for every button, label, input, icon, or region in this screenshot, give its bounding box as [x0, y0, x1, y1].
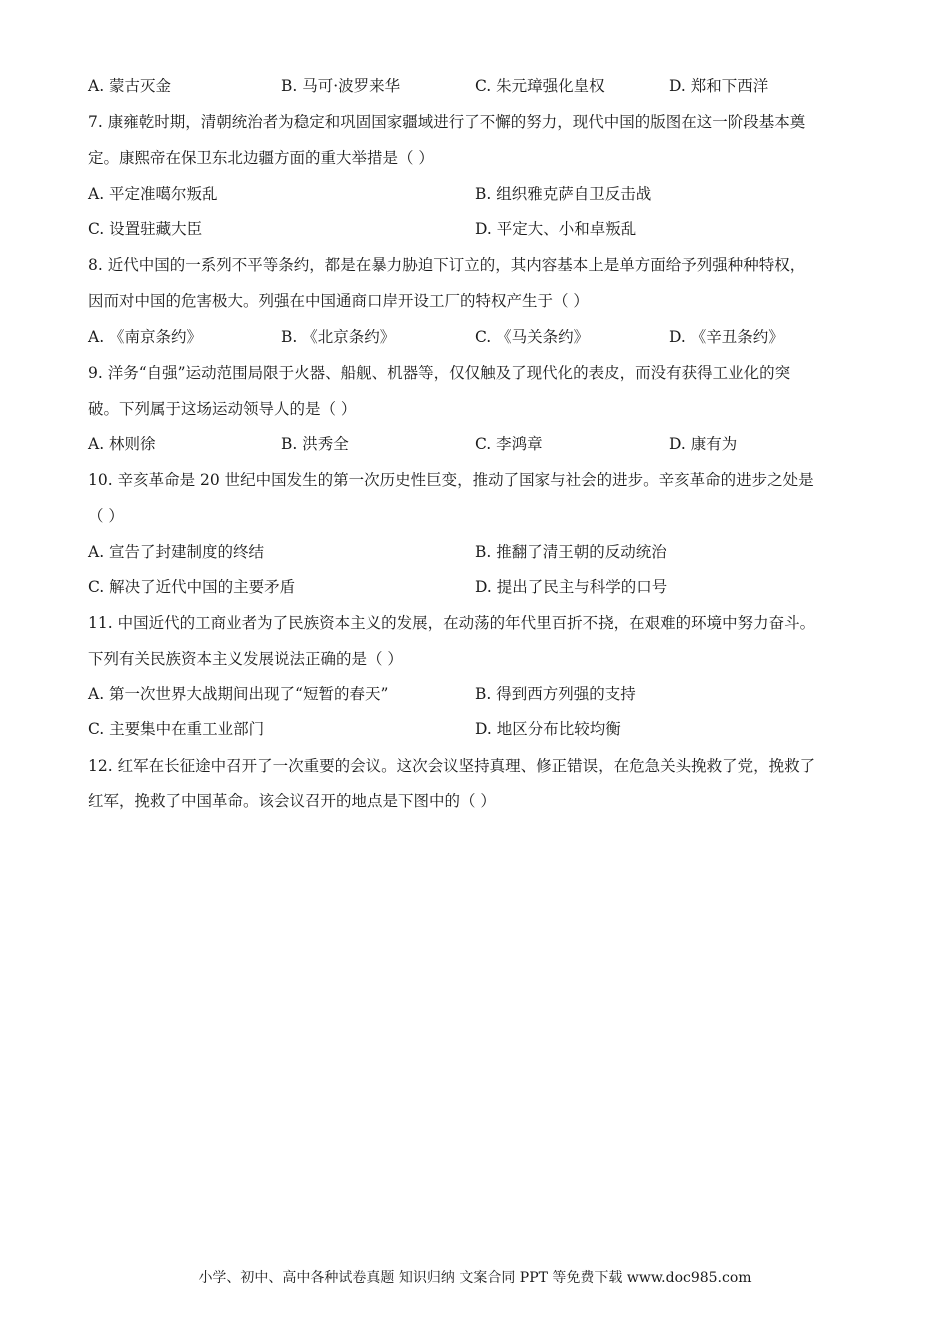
q8-stem-line2: 因而对中国的危害极大。列强在中国通商口岸开设工厂的特权产生于（ ） [88, 292, 589, 310]
q8-option-d: D. 《辛丑条约》 [669, 328, 784, 346]
q11-option-d: D. 地区分布比较均衡 [475, 720, 621, 738]
q11-option-a: A. 第一次世界大战期间出现了“短暂的春天” [88, 685, 389, 703]
q6-option-b: B. 马可·波罗来华 [281, 77, 401, 95]
q9-option-b: B. 洪秀全 [281, 435, 349, 453]
q11-stem-line1: 11. 中国近代的工商业者为了民族资本主义的发展，在动荡的年代里百折不挠，在艰难的环境中努力奋斗。 [88, 614, 816, 632]
q10-option-a: A. 宣告了封建制度的终结 [88, 543, 265, 561]
q8-option-b: B. 《北京条约》 [281, 328, 396, 346]
q7-option-a: A. 平定准噶尔叛乱 [88, 185, 218, 203]
q11-option-c: C. 主要集中在重工业部门 [88, 720, 265, 738]
q11-option-b: B. 得到西方列强的支持 [475, 685, 636, 703]
q10-option-c: C. 解决了近代中国的主要矛盾 [88, 578, 296, 596]
q7-option-b: B. 组织雅克萨自卫反击战 [475, 185, 652, 203]
q10-stem-line2: （ ） [88, 507, 124, 525]
q7-stem-line1: 7. 康雍乾时期，清朝统治者为稳定和巩固国家疆域进行了不懈的努力，现代中国的版图在这一阶段基本奠 [88, 113, 806, 131]
q7-option-d: D. 平定大、小和卓叛乱 [475, 220, 637, 238]
q10-option-b: B. 推翻了清王朝的反动统治 [475, 543, 667, 561]
q9-stem-line1: 9. 洋务“自强”运动范围局限于火器、船舰、机器等，仅仅触及了现代化的表皮，而没有获得工业化的突 [88, 364, 791, 382]
q10-option-d: D. 提出了民主与科学的口号 [475, 578, 668, 596]
q12-stem-line2: 红军，挽救了中国革命。该会议召开的地点是下图中的（ ） [88, 792, 496, 810]
q6-option-d: D. 郑和下西洋 [669, 77, 769, 95]
q9-option-a: A. 林则徐 [88, 435, 156, 453]
page-footer: 小学、初中、高中各种试卷真题 知识归纳 文案合同 PPT 等免费下载 www.doc985.com [198, 1270, 752, 1286]
q8-stem-line1: 8. 近代中国的一系列不平等条约，都是在暴力胁迫下订立的，其内容基本上是单方面给予列强种种特权， [88, 256, 806, 274]
q7-stem-line2: 定。康熙帝在保卫东北边疆方面的重大举措是（ ） [88, 149, 434, 167]
q7-option-c: C. 设置驻藏大臣 [88, 220, 203, 238]
q6-option-a: A. 蒙古灭金 [88, 77, 172, 95]
q8-option-c: C. 《马关条约》 [475, 328, 590, 346]
q6-option-c: C. 朱元璋强化皇权 [475, 77, 605, 95]
q9-option-c: C. 李鸿章 [475, 435, 543, 453]
q9-option-d: D. 康有为 [669, 435, 738, 453]
q11-stem-line2: 下列有关民族资本主义发展说法正确的是（ ） [88, 650, 403, 668]
q12-stem-line1: 12. 红军在长征途中召开了一次重要的会议。这次会议坚持真理、修正错误，在危急关头挽救了党，挽救了 [88, 757, 816, 775]
q9-stem-line2: 破。下列属于这场运动领导人的是（ ） [88, 400, 357, 418]
q8-option-a: A. 《南京条约》 [88, 328, 203, 346]
q10-stem-line1: 10. 辛亥革命是 20 世纪中国发生的第一次历史性巨变，推动了国家与社会的进步。辛亥革命的进步之处是 [88, 471, 814, 489]
